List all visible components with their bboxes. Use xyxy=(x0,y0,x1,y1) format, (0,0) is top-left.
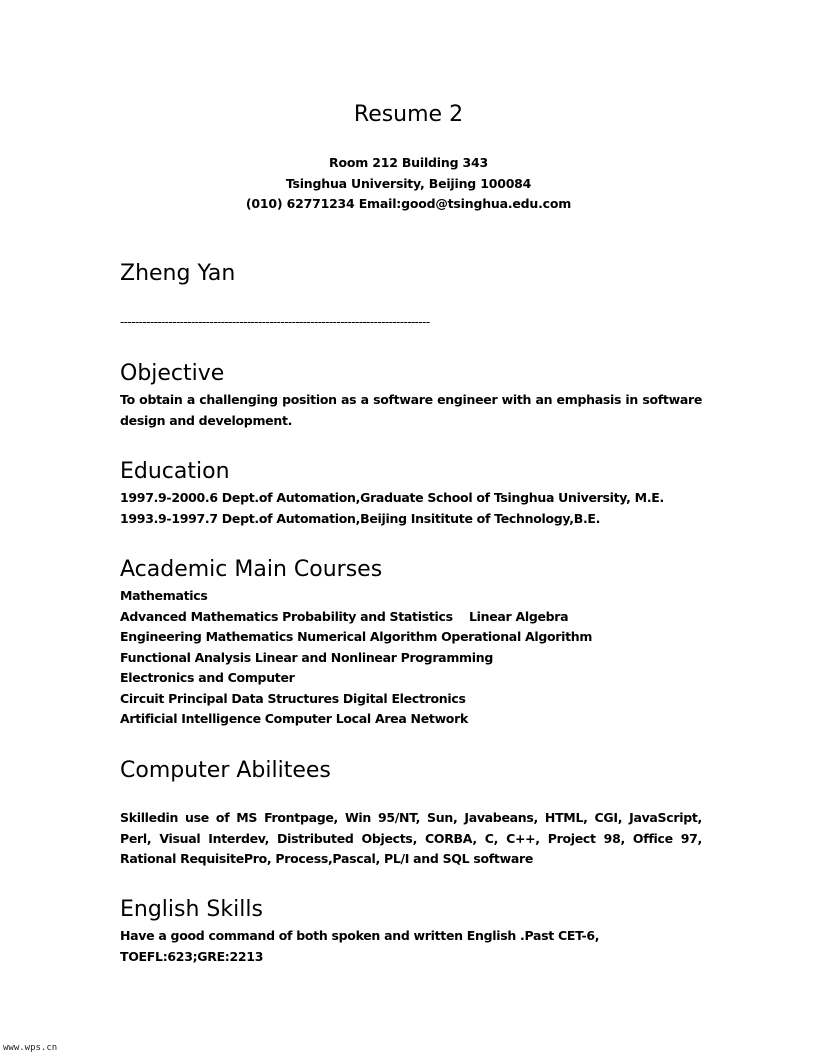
contact-block xyxy=(0,153,817,215)
education-entry: 1997.9-2000.6 Dept.of Automation,Graduate School of Tsinghua University, M.E. xyxy=(120,490,664,505)
course-line: Engineering Mathematics Numerical Algorithm Operational Algorithm xyxy=(120,629,593,644)
contact-phone-email: (010) 62771234 Email:good@tsinghua.edu.com xyxy=(245,196,572,212)
computer-text: Skilledin use of MS Frontpage, Win 95/NT, Sun, Javabeans, HTML, CGI, JavaScript, Perl, Visual Interdev, Distributed Objects, CORBA, C, C++, Project 98, Office 97, Rational RequisitePro, Process,Pascal, PL/I and SQL software xyxy=(120,810,702,866)
courses-heading: Academic Main Courses xyxy=(120,557,383,582)
education-heading: Education xyxy=(120,459,230,484)
section-education xyxy=(120,458,702,529)
computer-heading: Computer Abilitees xyxy=(120,758,331,783)
section-objective xyxy=(120,360,702,431)
candidate-name: Zheng Yan xyxy=(120,261,236,286)
course-line: Artificial Intelligence Computer Local Area Network xyxy=(120,711,468,726)
page-title: Resume 2 xyxy=(353,102,464,127)
divider-line: ----------------------------------------------------------------------------------- xyxy=(120,315,430,329)
education-entry: 1993.9-1997.7 Dept.of Automation,Beijing Insititute of Technology,B.E. xyxy=(120,510,601,526)
course-line: Mathematics xyxy=(120,588,208,603)
contact-address: Room 212 Building 343 xyxy=(329,155,488,170)
english-text: Have a good command of both spoken and written English .Past CET-6, TOEFL:623;GRE:2213 xyxy=(120,928,600,964)
section-courses xyxy=(120,556,702,730)
course-line: Advanced Mathematics Probability and Statistics Linear Algebra xyxy=(120,608,569,624)
course-line: Electronics and Computer xyxy=(120,670,295,685)
objective-heading: Objective xyxy=(120,361,225,386)
watermark-text: www.wps.cn xyxy=(3,1043,58,1053)
english-heading: English Skills xyxy=(120,897,263,922)
contact-city: Tsinghua University, Beijing 100084 xyxy=(285,175,532,191)
course-line: Functional Analysis Linear and Nonlinear Programming xyxy=(120,649,493,665)
section-english xyxy=(120,896,702,967)
course-line: Circuit Principal Data Structures Digital Electronics xyxy=(120,690,466,706)
section-computer xyxy=(120,757,702,870)
objective-text: To obtain a challenging position as a software engineer with an emphasis in software design and development. xyxy=(120,392,702,428)
